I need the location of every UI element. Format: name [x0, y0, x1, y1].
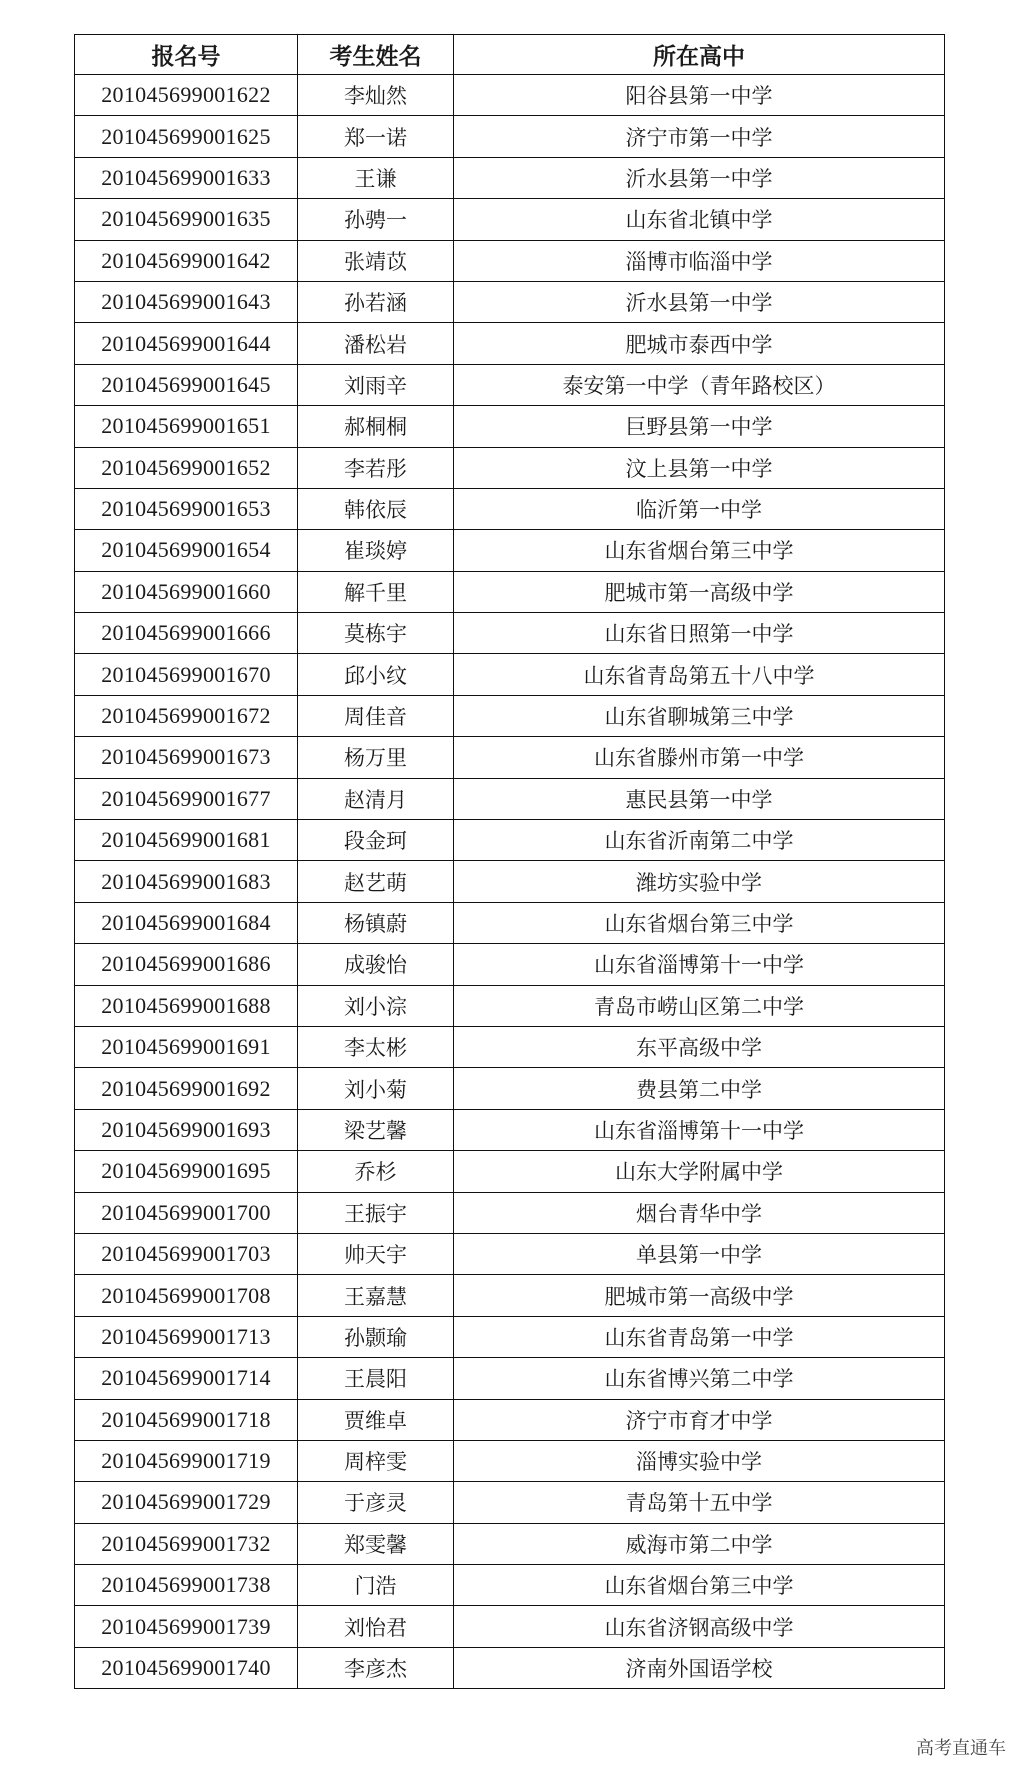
header-registration-number: 报名号: [75, 35, 298, 75]
header-row: [75, 35, 945, 75]
registration-number-cell: 201045699001718: [75, 1399, 298, 1440]
registration-number-cell: 201045699001738: [75, 1565, 298, 1606]
high-school-cell: 泰安第一中学（青年路校区）: [454, 364, 945, 405]
candidate-name-cell: 周梓雯: [298, 1440, 454, 1481]
registration-number-cell: 201045699001732: [75, 1523, 298, 1564]
registration-number-cell: 201045699001644: [75, 323, 298, 364]
high-school-cell: 烟台青华中学: [454, 1192, 945, 1233]
candidate-name-cell: 孙颢瑜: [298, 1316, 454, 1357]
table-row: [75, 1647, 945, 1688]
candidate-name-cell: 刘小淙: [298, 985, 454, 1026]
high-school-cell: 汶上县第一中学: [454, 447, 945, 488]
high-school-cell: 东平高级中学: [454, 1026, 945, 1067]
registration-number-cell: 201045699001622: [75, 75, 298, 116]
high-school-cell: 山东省日照第一中学: [454, 613, 945, 654]
registration-number-cell: 201045699001729: [75, 1482, 298, 1523]
table-row: [75, 323, 945, 364]
registration-number-cell: 201045699001673: [75, 737, 298, 778]
registration-number-cell: 201045699001713: [75, 1316, 298, 1357]
table-row: [75, 613, 945, 654]
table-row: [75, 1358, 945, 1399]
registration-number-cell: 201045699001652: [75, 447, 298, 488]
registration-number-cell: 201045699001677: [75, 778, 298, 819]
candidate-name-cell: 刘小菊: [298, 1068, 454, 1109]
high-school-cell: 山东省青岛第一中学: [454, 1316, 945, 1357]
header-candidate-name: 考生姓名: [298, 35, 454, 75]
table-row: [75, 1068, 945, 1109]
high-school-cell: 山东省烟台第三中学: [454, 1565, 945, 1606]
registration-number-cell: 201045699001703: [75, 1233, 298, 1274]
high-school-cell: 沂水县第一中学: [454, 281, 945, 322]
table-row: [75, 157, 945, 198]
registration-number-cell: 201045699001695: [75, 1151, 298, 1192]
candidate-name-cell: 郝桐桐: [298, 406, 454, 447]
candidate-name-cell: 韩依辰: [298, 488, 454, 529]
candidate-name-cell: 李彦杰: [298, 1647, 454, 1688]
high-school-cell: 济南外国语学校: [454, 1647, 945, 1688]
table-row: [75, 488, 945, 529]
table-row: [75, 75, 945, 116]
candidate-name-cell: 成骏怡: [298, 944, 454, 985]
registration-number-cell: 201045699001654: [75, 530, 298, 571]
high-school-cell: 山东省青岛第五十八中学: [454, 654, 945, 695]
high-school-cell: 青岛第十五中学: [454, 1482, 945, 1523]
high-school-cell: 山东省烟台第三中学: [454, 902, 945, 943]
candidate-name-cell: 赵清月: [298, 778, 454, 819]
candidate-name-cell: 莫栋宇: [298, 613, 454, 654]
registration-number-cell: 201045699001691: [75, 1026, 298, 1067]
candidate-name-cell: 郑雯馨: [298, 1523, 454, 1564]
high-school-cell: 单县第一中学: [454, 1233, 945, 1274]
table-row: [75, 695, 945, 736]
candidate-name-cell: 王晨阳: [298, 1358, 454, 1399]
high-school-cell: 肥城市第一高级中学: [454, 1275, 945, 1316]
high-school-cell: 阳谷县第一中学: [454, 75, 945, 116]
registration-number-cell: 201045699001645: [75, 364, 298, 405]
registration-number-cell: 201045699001688: [75, 985, 298, 1026]
registration-number-cell: 201045699001683: [75, 861, 298, 902]
table-row: [75, 1026, 945, 1067]
table-row: [75, 1482, 945, 1523]
candidate-name-cell: 王谦: [298, 157, 454, 198]
registration-number-cell: 201045699001693: [75, 1109, 298, 1150]
high-school-cell: 威海市第二中学: [454, 1523, 945, 1564]
table-row: [75, 861, 945, 902]
header-high-school: 所在高中: [454, 35, 945, 75]
registration-number-cell: 201045699001625: [75, 116, 298, 157]
high-school-cell: 肥城市第一高级中学: [454, 571, 945, 612]
candidate-name-cell: 邱小纹: [298, 654, 454, 695]
high-school-cell: 惠民县第一中学: [454, 778, 945, 819]
registration-number-cell: 201045699001708: [75, 1275, 298, 1316]
table-row: [75, 1440, 945, 1481]
candidate-name-cell: 段金珂: [298, 820, 454, 861]
registration-number-cell: 201045699001739: [75, 1606, 298, 1647]
candidate-name-cell: 贾维卓: [298, 1399, 454, 1440]
table-row: [75, 654, 945, 695]
table-row: [75, 737, 945, 778]
high-school-cell: 山东省沂南第二中学: [454, 820, 945, 861]
high-school-cell: 山东省淄博第十一中学: [454, 1109, 945, 1150]
candidate-name-cell: 李若彤: [298, 447, 454, 488]
registration-number-cell: 201045699001653: [75, 488, 298, 529]
registration-number-cell: 201045699001700: [75, 1192, 298, 1233]
table-row: [75, 1565, 945, 1606]
candidate-name-cell: 王嘉慧: [298, 1275, 454, 1316]
candidate-name-cell: 郑一诺: [298, 116, 454, 157]
table-row: [75, 1233, 945, 1274]
registration-number-cell: 201045699001681: [75, 820, 298, 861]
table-row: [75, 985, 945, 1026]
table-row: [75, 1151, 945, 1192]
candidate-name-cell: 刘雨辛: [298, 364, 454, 405]
candidate-name-cell: 孙骋一: [298, 199, 454, 240]
candidate-name-cell: 门浩: [298, 1565, 454, 1606]
candidate-name-cell: 乔杉: [298, 1151, 454, 1192]
table-row: [75, 530, 945, 571]
table-row: [75, 116, 945, 157]
high-school-cell: 临沂第一中学: [454, 488, 945, 529]
high-school-cell: 潍坊实验中学: [454, 861, 945, 902]
high-school-cell: 山东大学附属中学: [454, 1151, 945, 1192]
candidate-name-cell: 孙若涵: [298, 281, 454, 322]
registration-number-cell: 201045699001660: [75, 571, 298, 612]
high-school-cell: 山东省济钢高级中学: [454, 1606, 945, 1647]
registration-number-cell: 201045699001643: [75, 281, 298, 322]
table-row: [75, 1606, 945, 1647]
table-row: [75, 1192, 945, 1233]
registration-number-cell: 201045699001714: [75, 1358, 298, 1399]
high-school-cell: 山东省淄博第十一中学: [454, 944, 945, 985]
high-school-cell: 淄博市临淄中学: [454, 240, 945, 281]
table-row: [75, 406, 945, 447]
table-row: [75, 778, 945, 819]
candidate-name-cell: 周佳音: [298, 695, 454, 736]
table-body: [75, 75, 945, 1689]
high-school-cell: 巨野县第一中学: [454, 406, 945, 447]
registration-number-cell: 201045699001684: [75, 902, 298, 943]
table-row: [75, 944, 945, 985]
high-school-cell: 山东省博兴第二中学: [454, 1358, 945, 1399]
registration-number-cell: 201045699001633: [75, 157, 298, 198]
table-row: [75, 1523, 945, 1564]
high-school-cell: 山东省聊城第三中学: [454, 695, 945, 736]
candidate-name-cell: 刘怡君: [298, 1606, 454, 1647]
admission-roster-table: [74, 34, 945, 1689]
registration-number-cell: 201045699001642: [75, 240, 298, 281]
registration-number-cell: 201045699001670: [75, 654, 298, 695]
high-school-cell: 山东省北镇中学: [454, 199, 945, 240]
table-row: [75, 902, 945, 943]
table-row: [75, 199, 945, 240]
table-row: [75, 364, 945, 405]
table-row: [75, 240, 945, 281]
candidate-name-cell: 李灿然: [298, 75, 454, 116]
high-school-cell: 肥城市泰西中学: [454, 323, 945, 364]
registration-number-cell: 201045699001719: [75, 1440, 298, 1481]
registration-number-cell: 201045699001740: [75, 1647, 298, 1688]
table-row: [75, 447, 945, 488]
high-school-cell: 济宁市第一中学: [454, 116, 945, 157]
table-header: [75, 35, 945, 75]
table-row: [75, 1399, 945, 1440]
candidate-name-cell: 帅天宇: [298, 1233, 454, 1274]
high-school-cell: 山东省滕州市第一中学: [454, 737, 945, 778]
table-row: [75, 571, 945, 612]
high-school-cell: 山东省烟台第三中学: [454, 530, 945, 571]
candidate-name-cell: 梁艺馨: [298, 1109, 454, 1150]
high-school-cell: 费县第二中学: [454, 1068, 945, 1109]
table-row: [75, 1275, 945, 1316]
candidate-name-cell: 王振宇: [298, 1192, 454, 1233]
table-row: [75, 281, 945, 322]
registration-number-cell: 201045699001686: [75, 944, 298, 985]
registration-number-cell: 201045699001692: [75, 1068, 298, 1109]
candidate-name-cell: 张靖苡: [298, 240, 454, 281]
table-row: [75, 1109, 945, 1150]
table-row: [75, 820, 945, 861]
high-school-cell: 淄博实验中学: [454, 1440, 945, 1481]
registration-number-cell: 201045699001666: [75, 613, 298, 654]
registration-number-cell: 201045699001651: [75, 406, 298, 447]
candidate-name-cell: 于彦灵: [298, 1482, 454, 1523]
candidate-name-cell: 杨镇蔚: [298, 902, 454, 943]
candidate-name-cell: 李太彬: [298, 1026, 454, 1067]
registration-number-cell: 201045699001635: [75, 199, 298, 240]
candidate-name-cell: 杨万里: [298, 737, 454, 778]
high-school-cell: 济宁市育才中学: [454, 1399, 945, 1440]
candidate-name-cell: 崔琰婷: [298, 530, 454, 571]
table-row: [75, 1316, 945, 1357]
candidate-name-cell: 解千里: [298, 571, 454, 612]
high-school-cell: 沂水县第一中学: [454, 157, 945, 198]
candidate-name-cell: 潘松岩: [298, 323, 454, 364]
watermark-text: 高考直通车: [916, 1738, 1006, 1759]
high-school-cell: 青岛市崂山区第二中学: [454, 985, 945, 1026]
candidate-name-cell: 赵艺萌: [298, 861, 454, 902]
registration-number-cell: 201045699001672: [75, 695, 298, 736]
